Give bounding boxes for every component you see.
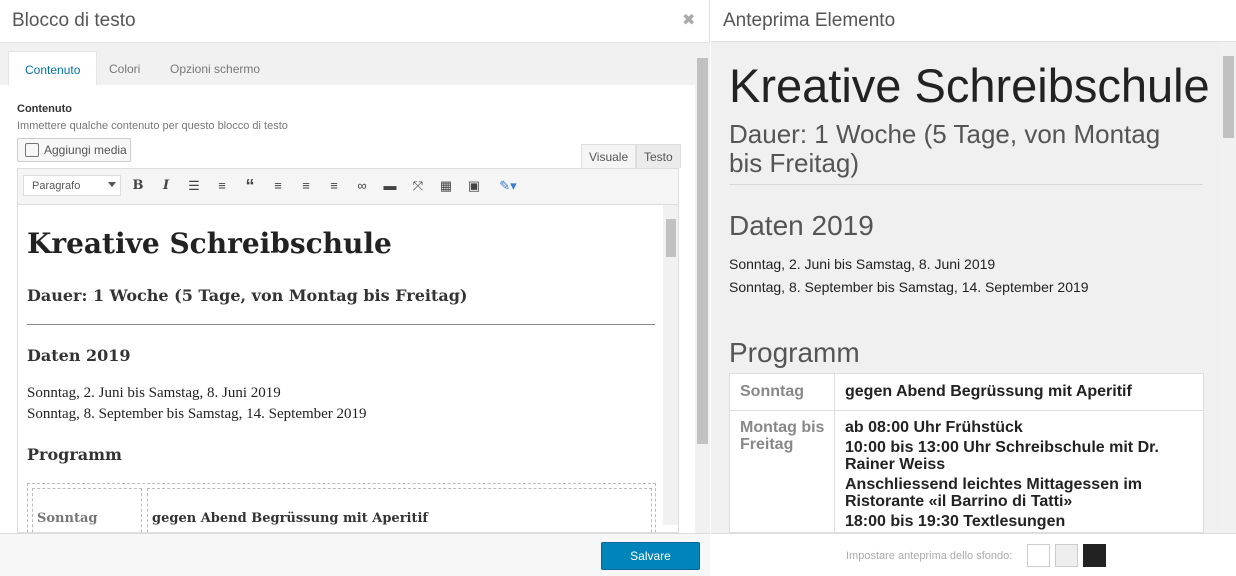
tab-opzioni-schermo[interactable]: Opzioni schermo: [170, 62, 261, 76]
tab-contenuto[interactable]: Contenuto: [8, 51, 97, 85]
table-day-cell: Montag bis Freitag: [740, 419, 825, 453]
table-text-cell: 10:00 bis 13:00 Uhr Schreibschule mit Dr. Rainer Weiss: [845, 439, 1159, 473]
editor-subheading: Dauer: 1 Woche (5 Tage, von Montag bis Freitag): [27, 286, 468, 305]
toolbar-toggle-icon[interactable]: ▦: [439, 178, 453, 193]
format-select[interactable]: [23, 175, 121, 196]
panel-title: Blocco di testo: [12, 10, 136, 31]
preview-heading: Kreative Schreibschule: [729, 59, 1210, 112]
editor-divider: [27, 324, 655, 325]
add-media-label: Aggiungi media: [44, 143, 127, 157]
table-day-cell: Sonntag: [37, 511, 98, 526]
preview-subheading: Dauer: 1 Woche (5 Tage, von Montag bis Freitag): [729, 119, 1161, 178]
save-button[interactable]: Salvare: [601, 542, 700, 570]
table-text-cell: Anschliessend leichtes Mittagessen im Ristorante «il Barrino di Tatti»: [845, 476, 1142, 510]
align-left-icon[interactable]: ≡: [274, 178, 282, 193]
bg-swatch-white[interactable]: [1027, 544, 1050, 567]
editor-date-line: Sonntag, 8. September bis Samstag, 14. September 2019: [27, 406, 367, 422]
bg-swatch-dark[interactable]: [1083, 544, 1106, 567]
preview-panel: [711, 0, 1236, 576]
format-select-value: Paragrafo: [32, 180, 81, 192]
content-description: Immettere qualche contenuto per questo blocco di testo: [17, 120, 288, 132]
editor-scrollbar-thumb[interactable]: [666, 219, 676, 257]
editor-table: [27, 483, 656, 533]
table-day-cell: Sonntag: [740, 383, 804, 400]
preview-date-line: Sonntag, 2. Juni bis Samstag, 8. Juni 2019: [729, 256, 996, 272]
magic-wand-icon[interactable]: ✎▾: [499, 178, 517, 193]
editor-dates-heading: Daten 2019: [27, 346, 131, 365]
table-column-divider: [834, 374, 835, 533]
table-text-cell: ab 08:00 Uhr Frühstück: [845, 419, 1023, 436]
tab-visuale[interactable]: Visuale: [581, 144, 636, 168]
preview-program-table: [729, 373, 1204, 533]
numbered-list-icon[interactable]: ≡: [218, 178, 226, 193]
align-right-icon[interactable]: ≡: [330, 178, 338, 193]
fullscreen-icon[interactable]: ⤧: [412, 178, 424, 193]
editor-heading: Kreative Schreibschule: [27, 227, 392, 260]
align-center-icon[interactable]: ≡: [302, 178, 310, 193]
table-text-cell: gegen Abend Begrüssung mit Aperitif: [152, 511, 429, 526]
blockquote-icon[interactable]: “: [245, 176, 255, 196]
preview-date-line: Sonntag, 8. September bis Samstag, 14. September 2019: [729, 279, 1089, 295]
background-preview-label: Impostare anteprima dello sfondo:: [846, 550, 1013, 562]
link-icon[interactable]: ∞: [357, 178, 367, 193]
chevron-down-icon: [108, 182, 116, 187]
media-icon: [25, 143, 39, 157]
read-more-icon[interactable]: ▬: [383, 178, 397, 193]
image-icon[interactable]: ▣: [467, 178, 481, 193]
table-text-cell: 18:00 bis 19:30 Textlesungen: [845, 513, 1066, 530]
editor-content-area[interactable]: [17, 205, 679, 533]
panel-scrollbar-thumb[interactable]: [697, 58, 708, 444]
tab-colori[interactable]: Colori: [109, 62, 141, 76]
preview-title: Anteprima Elemento: [723, 10, 896, 31]
add-media-button[interactable]: [17, 138, 131, 162]
preview-scrollbar-thumb[interactable]: [1223, 56, 1234, 138]
italic-icon[interactable]: I: [162, 178, 170, 193]
table-row-divider: [730, 410, 1204, 411]
bold-icon[interactable]: B: [132, 178, 144, 193]
content-label: Contenuto: [17, 103, 72, 115]
bullet-list-icon[interactable]: ☰: [188, 178, 200, 193]
tab-testo[interactable]: Testo: [636, 144, 681, 168]
preview-program-heading: Programm: [729, 337, 860, 368]
preview-divider: [729, 184, 1203, 185]
editor-toolbar: [17, 168, 679, 205]
bg-swatch-light[interactable]: [1055, 544, 1078, 567]
preview-dates-heading: Daten 2019: [729, 210, 874, 241]
preview-header: [711, 0, 1236, 42]
editor-date-line: Sonntag, 2. Juni bis Samstag, 8. Juni 2019: [27, 385, 281, 401]
editor-program-heading: Programm: [27, 445, 122, 464]
table-text-cell: gegen Abend Begrüssung mit Aperitif: [845, 383, 1132, 400]
tabs-bar: [0, 43, 695, 85]
close-icon[interactable]: ✖: [682, 12, 696, 29]
